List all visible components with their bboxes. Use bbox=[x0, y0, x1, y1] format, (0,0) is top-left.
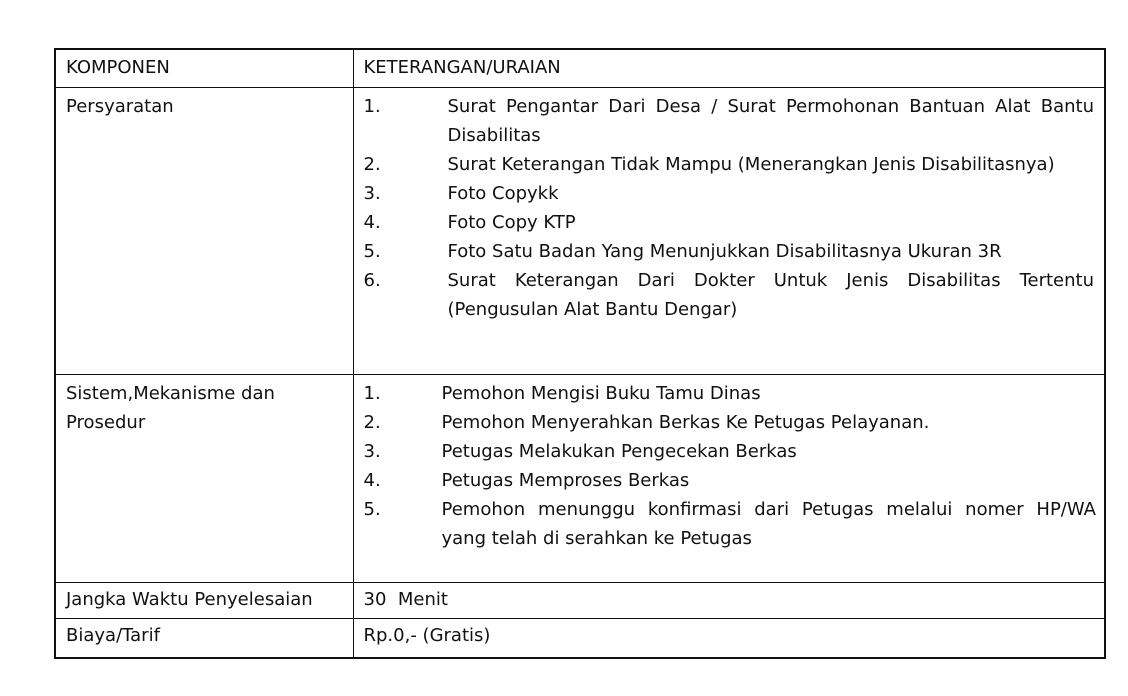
list-item-number: 6. bbox=[363, 270, 381, 291]
list-item bbox=[364, 408, 1097, 437]
row-label-jangka-waktu: Jangka Waktu Penyelesaian bbox=[55, 583, 353, 619]
list-item-text: Pemohon Mengisi Buku Tamu Dinas bbox=[441, 383, 761, 404]
list-item bbox=[364, 379, 1097, 408]
list-item bbox=[364, 179, 1095, 208]
table-header-row bbox=[55, 49, 1105, 88]
list-item bbox=[364, 437, 1097, 466]
persyaratan-list bbox=[364, 92, 1097, 324]
persyaratan-cell bbox=[353, 88, 1105, 375]
biaya-value: Rp.0,- (Gratis) bbox=[353, 619, 1105, 659]
list-item-number: 5. bbox=[363, 499, 381, 520]
row-label-prosedur bbox=[55, 375, 353, 583]
row-label-biaya: Biaya/Tarif bbox=[55, 619, 353, 659]
list-item-number: 5. bbox=[363, 241, 381, 262]
list-item-text: Surat Keterangan Dari Dokter Untuk Jenis Disabilitas Tertentu (Pengusulan Alat Bantu Dengar) bbox=[447, 270, 1094, 320]
row-label-line: Prosedur bbox=[66, 412, 146, 433]
list-item-number: 3. bbox=[363, 441, 381, 462]
list-item-text: Petugas Melakukan Pengecekan Berkas bbox=[441, 441, 797, 462]
list-item bbox=[364, 208, 1095, 237]
list-item bbox=[364, 495, 1097, 553]
list-item-text: Foto Copy KTP bbox=[447, 212, 576, 233]
list-item-text: Pemohon Menyerahkan Berkas Ke Petugas Pelayanan. bbox=[441, 412, 930, 433]
service-standard-table bbox=[54, 48, 1106, 659]
list-item-number: 2. bbox=[363, 412, 381, 433]
table-row-biaya bbox=[55, 619, 1105, 659]
list-item-text: Pemohon menunggu konfirmasi dari Petugas melalui nomer HP/WA yang telah di serahkan ke Petugas bbox=[441, 499, 1096, 549]
prosedur-list bbox=[364, 379, 1097, 553]
prosedur-cell bbox=[353, 375, 1105, 583]
list-item bbox=[364, 466, 1097, 495]
list-item-number: 3. bbox=[363, 183, 381, 204]
list-item-text: Foto Copykk bbox=[447, 183, 559, 204]
jangka-waktu-value: 30 Menit bbox=[353, 583, 1105, 619]
list-item bbox=[364, 92, 1095, 150]
list-item-number: 4. bbox=[363, 212, 381, 233]
list-item-text: Petugas Memproses Berkas bbox=[441, 470, 690, 491]
list-item-number: 2. bbox=[363, 154, 381, 175]
list-item bbox=[364, 237, 1095, 266]
row-label-persyaratan: Persyaratan bbox=[55, 88, 353, 375]
list-item bbox=[364, 150, 1095, 179]
list-item bbox=[364, 266, 1095, 324]
row-label-line: Sistem,Mekanisme dan bbox=[66, 383, 275, 404]
list-item-number: 4. bbox=[363, 470, 381, 491]
list-item-text: Foto Satu Badan Yang Menunjukkan Disabilitasnya Ukuran 3R bbox=[447, 241, 1002, 262]
header-komponen: KOMPONEN bbox=[55, 49, 353, 88]
list-item-text: Surat Keterangan Tidak Mampu (Menerangkan Jenis Disabilitasnya) bbox=[447, 154, 1055, 175]
table-row-prosedur bbox=[55, 375, 1105, 583]
table-row-jangka-waktu bbox=[55, 583, 1105, 619]
list-item-number: 1. bbox=[363, 383, 381, 404]
table-row-persyaratan bbox=[55, 88, 1105, 375]
list-item-number: 1. bbox=[363, 96, 381, 117]
header-keterangan: KETERANGAN/URAIAN bbox=[353, 49, 1105, 88]
list-item-text: Surat Pengantar Dari Desa / Surat Permohonan Bantuan Alat Bantu Disabilitas bbox=[447, 96, 1094, 146]
